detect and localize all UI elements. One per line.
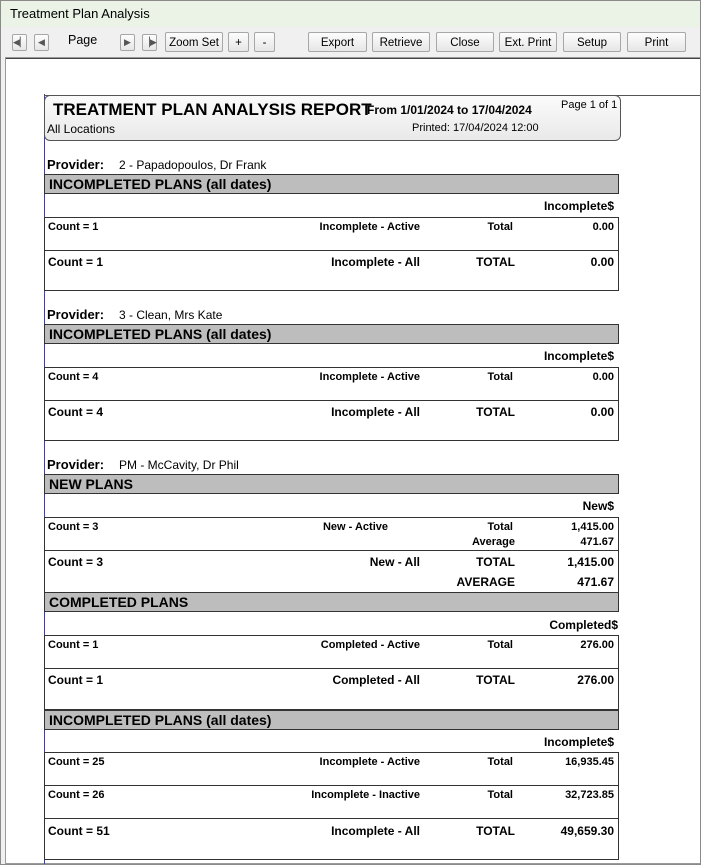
row-divider: [44, 818, 619, 819]
section-header: [44, 592, 619, 612]
row-status: Completed - Active: [320, 639, 420, 651]
export-button[interactable]: Export: [308, 32, 367, 52]
section-title: NEW PLANS: [49, 476, 133, 492]
close-button[interactable]: Close: [436, 32, 494, 52]
page-indicator: Page 1 of 1: [561, 99, 618, 111]
summary-count: Count = 1: [48, 673, 104, 687]
row-count: Count = 3: [48, 521, 99, 533]
section-title: COMPLETED PLANS: [49, 594, 189, 610]
row-label: Total: [487, 639, 513, 651]
section-title: INCOMPLETED PLANS (all dates): [49, 712, 272, 728]
summary-label: TOTAL: [476, 255, 515, 269]
section-header: [44, 474, 619, 494]
summary-status: Incomplete - All: [331, 255, 420, 269]
page-label: Page: [68, 33, 98, 47]
section-table: [44, 635, 619, 710]
row-count: Count = 4: [48, 371, 99, 383]
column-header: New$: [582, 499, 614, 513]
section-table: [44, 217, 619, 291]
section-header: [44, 324, 619, 344]
summary-label: TOTAL: [476, 824, 515, 838]
provider-name: PM - McCavity, Dr Phil: [119, 458, 239, 472]
row-value: 16,935.45: [565, 756, 614, 768]
window-title: Treatment Plan Analysis: [10, 6, 150, 21]
ext-print-button[interactable]: Ext. Print: [499, 32, 557, 52]
summary-status: Incomplete - All: [331, 824, 420, 838]
report-title: TREATMENT PLAN ANALYSIS REPORT: [53, 100, 372, 119]
summary-count: Count = 1: [48, 255, 104, 269]
section-table: [44, 367, 619, 441]
section-header: [44, 710, 619, 730]
row-divider: [44, 668, 619, 669]
summary-count: Count = 51: [48, 824, 110, 838]
summary-value: 0.00: [590, 405, 614, 419]
summary-average-label: AVERAGE: [456, 575, 515, 589]
row-divider: [44, 550, 619, 551]
summary-label: TOTAL: [476, 555, 515, 569]
row-count: Count = 25: [48, 756, 105, 768]
row-divider: [44, 785, 619, 786]
summary-value: 1,415.00: [567, 555, 614, 569]
retrieve-button[interactable]: Retrieve: [372, 32, 430, 52]
row-value: 1,415.00: [571, 521, 614, 533]
section-header: [44, 174, 619, 194]
zoom-in-button[interactable]: +: [228, 32, 249, 52]
summary-value: 49,659.30: [560, 824, 614, 838]
report-page: [44, 58, 624, 865]
title-bar: [1, 1, 700, 27]
section-table: [44, 752, 619, 860]
summary-status: New - All: [369, 555, 420, 569]
last-page-button[interactable]: ▕▶: [142, 34, 157, 51]
column-header: Incomplete$: [543, 199, 614, 213]
row-value: 0.00: [592, 371, 614, 383]
provider-name: 2 - Papadopoulos, Dr Frank: [119, 158, 267, 172]
location-label: All Locations: [47, 122, 116, 136]
row-status: Incomplete - Active: [319, 221, 420, 233]
row-value: 276.00: [580, 639, 614, 651]
next-page-button[interactable]: ▶: [120, 34, 135, 51]
summary-average-value: 471.67: [577, 575, 614, 589]
setup-button[interactable]: Setup: [563, 32, 621, 52]
print-button[interactable]: Print: [627, 32, 686, 52]
column-header: Incomplete$: [543, 349, 614, 363]
row-divider: [44, 250, 619, 251]
row-label: Total: [487, 371, 513, 383]
summary-value: 276.00: [577, 673, 614, 687]
section-title: INCOMPLETED PLANS (all dates): [49, 176, 272, 192]
provider-name: 3 - Clean, Mrs Kate: [119, 308, 223, 322]
provider-label: Provider:: [47, 157, 105, 172]
row-label: Total: [487, 789, 513, 801]
row-status: Incomplete - Inactive: [311, 789, 420, 801]
section-table: [44, 517, 619, 593]
summary-label: TOTAL: [476, 405, 515, 419]
summary-value: 0.00: [590, 255, 614, 269]
row-average-value: 471.67: [580, 536, 614, 548]
row-count: Count = 1: [48, 639, 99, 651]
row-count: Count = 1: [48, 221, 99, 233]
row-value: 32,723.85: [565, 789, 614, 801]
row-label: Total: [487, 756, 513, 768]
row-count: Count = 26: [48, 789, 105, 801]
row-status: Incomplete - Active: [319, 371, 420, 383]
summary-label: TOTAL: [476, 673, 515, 687]
row-status: New - Active: [322, 521, 388, 533]
report-header: [44, 95, 621, 141]
first-page-button[interactable]: ◀▏: [12, 34, 27, 51]
report-date-range: From 1/01/2024 to 17/04/2024: [367, 103, 532, 117]
summary-count: Count = 3: [48, 555, 104, 569]
column-header: Completed$: [549, 618, 618, 632]
row-divider: [44, 400, 619, 401]
row-label: Total: [487, 221, 513, 233]
row-status: Incomplete - Active: [319, 756, 420, 768]
summary-status: Completed - All: [332, 673, 420, 687]
summary-count: Count = 4: [48, 405, 104, 419]
prev-page-button[interactable]: ◀: [34, 34, 49, 51]
row-label: Total: [487, 521, 513, 533]
summary-status: Incomplete - All: [331, 405, 420, 419]
provider-label: Provider:: [47, 307, 105, 322]
section-title: INCOMPLETED PLANS (all dates): [49, 326, 272, 342]
column-header: Incomplete$: [543, 735, 614, 749]
report-preview[interactable]: [5, 57, 700, 864]
row-value: 0.00: [592, 221, 614, 233]
zoom-set-button[interactable]: Zoom Set: [165, 32, 223, 52]
zoom-out-button[interactable]: -: [254, 32, 275, 52]
printed-timestamp: Printed: 17/04/2024 12:00: [412, 122, 539, 134]
provider-label: Provider:: [47, 457, 105, 472]
toolbar: [1, 27, 700, 57]
row-average-label: Average: [471, 536, 515, 548]
